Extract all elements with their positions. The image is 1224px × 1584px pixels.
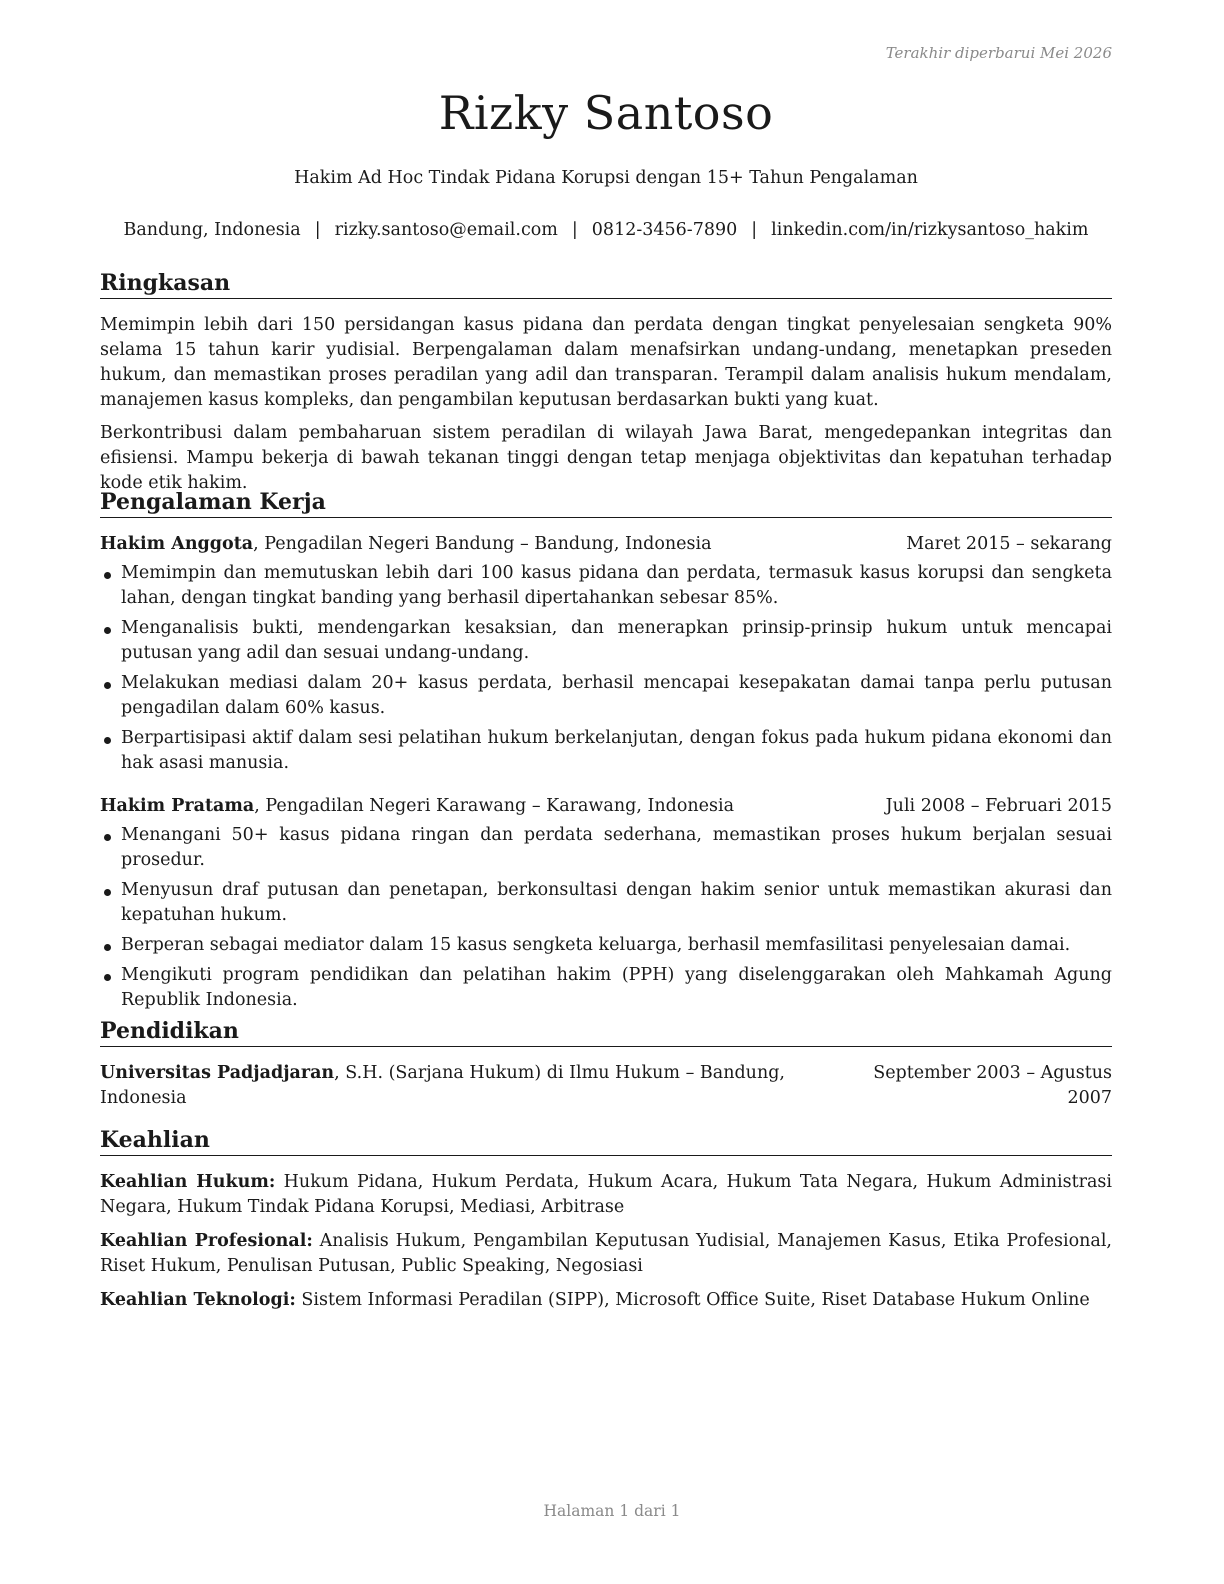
bullet-item: Mengikuti program pendidikan dan pelatihan hakim (PPH) yang diselenggarakan oleh Mahkamah Agung Republik Indonesia. [100, 963, 1112, 1013]
job-dates: Juli 2008 – Februari 2015 [885, 796, 1112, 816]
job-header [100, 532, 1112, 557]
bullet-item: Melakukan mediasi dalam 20+ kasus perdata, berhasil mencapai kesepakatan damai tanpa perlu putusan pengadilan dalam 60% kasus. [100, 671, 1112, 721]
skill-value: Hukum Pidana, Hukum Perdata, Hukum Acara, Hukum Tata Negara, Hukum Administrasi Negara, Hukum Tindak Pidana Korupsi, Mediasi, Arbitrase [100, 1172, 1112, 1217]
education-school-degree [100, 1061, 873, 1111]
skill-value: Analisis Hukum, Pengambilan Keputusan Yudisial, Manajemen Kasus, Etika Profesional, Riset Hukum, Penulisan Putusan, Public Speaking, Negosiasi [100, 1231, 1112, 1276]
job-dates: Maret 2015 – sekarang [906, 534, 1112, 554]
section-title: Ringkasan [100, 270, 1112, 299]
job-org: , Pengadilan Negeri Bandung – Bandung, Indonesia [253, 534, 712, 554]
education-degree: , S.H. (Sarjana Hukum) di Ilmu Hukum – Bandung, Indonesia [100, 1063, 785, 1108]
job-role: Hakim Anggota [100, 534, 254, 554]
contact-line [0, 220, 1212, 240]
job-role-org [100, 532, 712, 557]
contact-separator: | [314, 220, 321, 240]
job-bullets [100, 823, 1112, 1013]
education-dates: September 2003 – Agustus 2007 [873, 1063, 1113, 1108]
bullet-item: Menyusun draf putusan dan penetapan, berkonsultasi dengan hakim senior untuk memastikan akurasi dan kepatuhan hukum. [100, 878, 1112, 928]
summary-section [100, 270, 1112, 504]
bullet-item: Berperan sebagai mediator dalam 15 kasus sengketa keluarga, berhasil memfasilitasi penyelesaian damai. [100, 933, 1112, 958]
skill-line [100, 1170, 1112, 1220]
contact-linkedin[interactable]: linkedin.com/in/rizkysantoso_hakim [771, 220, 1089, 240]
contact-separator: | [751, 220, 758, 240]
education-entry [100, 1061, 1112, 1111]
skill-line [100, 1288, 1112, 1313]
job-role-org [100, 794, 734, 819]
last-updated: Terakhir diperbarui Mei 2026 [885, 44, 1112, 62]
skill-line [100, 1229, 1112, 1279]
skill-label: Keahlian Profesional: [100, 1231, 313, 1251]
job-bullets [100, 561, 1112, 776]
headline: Hakim Ad Hoc Tindak Pidana Korupsi dengan 15+ Tahun Pengalaman [294, 168, 918, 188]
bullet-item: Berpartisipasi aktif dalam sesi pelatihan hukum berkelanjutan, dengan fokus pada hukum pidana ekonomi dan hak asasi manusia. [100, 726, 1112, 776]
section-title: Keahlian [100, 1127, 1112, 1156]
bullet-item: Memimpin dan memutuskan lebih dari 100 kasus pidana dan perdata, termasuk kasus korupsi dan sengketa lahan, dengan tingkat banding yang berhasil dipertahankan sebesar 85%. [100, 561, 1112, 611]
job-org: , Pengadilan Negeri Karawang – Karawang, Indonesia [254, 796, 735, 816]
skill-label: Keahlian Hukum: [100, 1172, 276, 1192]
section-title: Pendidikan [100, 1018, 1112, 1047]
section-title: Pengalaman Kerja [100, 489, 1112, 518]
skill-value: Sistem Informasi Peradilan (SIPP), Microsoft Office Suite, Riset Database Hukum Online [295, 1290, 1090, 1310]
bullet-item: Menangani 50+ kasus pidana ringan dan perdata sederhana, memastikan proses hukum berjalan sesuai prosedur. [100, 823, 1112, 873]
skill-label: Keahlian Teknologi: [100, 1290, 296, 1310]
job-entry [100, 532, 1112, 776]
skills-section [100, 1127, 1112, 1322]
education-section [100, 1018, 1112, 1111]
job-header [100, 794, 1112, 819]
summary-paragraph: Berkontribusi dalam pembaharuan sistem peradilan di wilayah Jawa Barat, mengedepankan integritas dan efisiensi. Mampu bekerja di bawah tekanan tinggi dengan tetap menjaga objektivitas dan kepatuhan terhadap kode etik hakim. [100, 423, 1112, 493]
contact-separator: | [571, 220, 578, 240]
contact-phone: 0812-3456-7890 [591, 220, 738, 240]
summary-paragraph: Memimpin lebih dari 150 persidangan kasus pidana dan perdata dengan tingkat penyelesaian sengketa 90% selama 15 tahun karir yudisial. Berpengalaman dalam menafsirkan undang-undang, menetapkan preseden hukum, dan memastikan proses peradilan yang adil dan transparan. Terampil dalam analisis hukum mendalam, manajemen kasus kompleks, dan pengambilan keputusan berdasarkan bukti yang kuat. [100, 315, 1112, 410]
job-role: Hakim Pratama [100, 796, 255, 816]
contact-location: Bandung, Indonesia [123, 220, 301, 240]
experience-section [100, 489, 1112, 1018]
page-footer: Halaman 1 dari 1 [543, 1502, 681, 1520]
bullet-item: Menganalisis bukti, mendengarkan kesaksian, dan menerapkan prinsip-prinsip hukum untuk mencapai putusan yang adil dan sesuai undang-undang. [100, 616, 1112, 666]
contact-email[interactable]: rizky.santoso@email.com [334, 220, 558, 240]
job-entry [100, 794, 1112, 1013]
education-school: Universitas Padjadjaran [100, 1063, 335, 1083]
candidate-name: Rizky Santoso [438, 86, 774, 140]
